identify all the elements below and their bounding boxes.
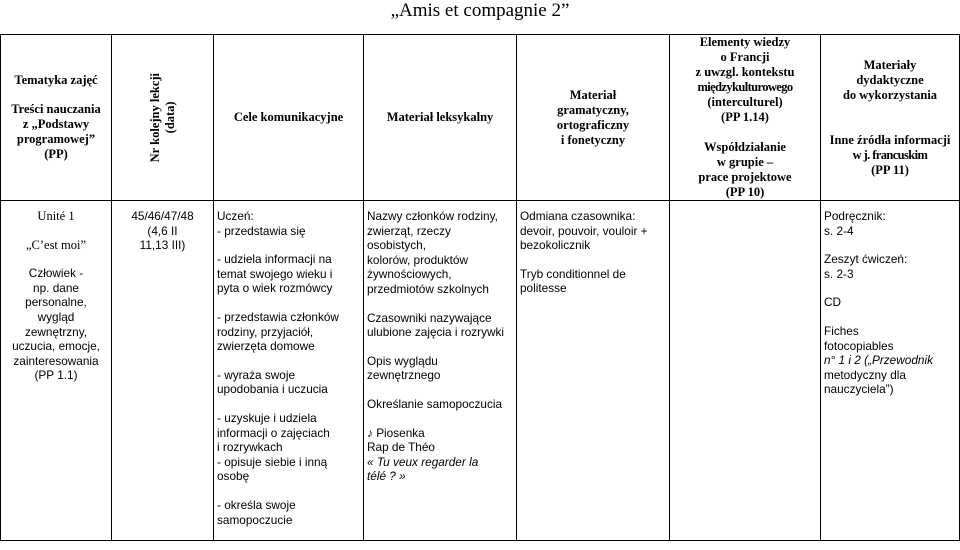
header-lesson-number: Nr kolejny lekcji (data) [112,35,214,201]
topic-cell: Unité 1 „C’est moi” Człowiek - np. dane personalne, wygląd zewnętrzny, uczucia, emocje, zainteresowania (PP 1.1) [1,201,112,541]
lesson-number-cell: 45/46/47/48 (4,6 II 11,13 III) [112,201,214,541]
header-topic: Tematyka zajęć Treści nauczania z „Podstawy programowej” (PP) [1,35,112,201]
header-communication-goals: Cele komunikacyjne [214,35,364,201]
lexical-material-cell: Nazwy członków rodziny, zwierząt, rzeczy osobistych, kolorów, produktów żywnościowych, przedmiotów szkolnych Czasowniki nazywające ulubione zajęcia i rozrywki Opis wyglądu zewnętrznego Określanie samopoczucia ♪ Piosenka Rap de Théo « Tu veux regarder la télé ? » [364,201,517,541]
grammar-material-cell: Odmiana czasownika: devoir, pouvoir, vouloir + bezokolicznik Tryb conditionnel de politesse [517,201,670,541]
header-lexical-material: Materiał leksykalny [364,35,517,201]
header-teaching-materials: Materiały dydaktyczne do wykorzystania Inne źródła informacji w j. francuskim (PP 11) [821,35,960,201]
lesson-plan-table [0,34,960,541]
communication-goals-cell: Uczeń: - przedstawia się - udziela informacji na temat swojego wieku i pyta o wiek rozmówcy - przedstawia członków rodziny, przyjaciół, zwierzęta domowe - wyraża swoje upodobania i uczucia - uzyskuje i udziela informacji o zajęciach i rozrywkach - opisuje siebie i inną osobę - określa swoje samopoczucie [214,201,364,541]
header-grammar-material: Materiał gramatyczny, ortograficzny i fonetyczny [517,35,670,201]
content-row [1,201,960,541]
culture-elements-cell [670,201,821,541]
header-culture-elements: Elementy wiedzy o Francji z uwzgl. kontekstu międzykulturowego (interculturel) (PP 1.14) Współdziałanie w grupie – prace projektowe (PP 10) [670,35,821,201]
teaching-materials-cell: Podręcznik: s. 2-4 Zeszyt ćwiczeń: s. 2-3 CD Fiches fotocopiables n° 1 i 2 („Przewodnik metodyczny dla nauczyciela”) [821,201,960,541]
document-title: „Amis et compagnie 2” [390,0,570,21]
header-row [1,35,960,201]
music-note-icon: ♪ [367,425,373,440]
